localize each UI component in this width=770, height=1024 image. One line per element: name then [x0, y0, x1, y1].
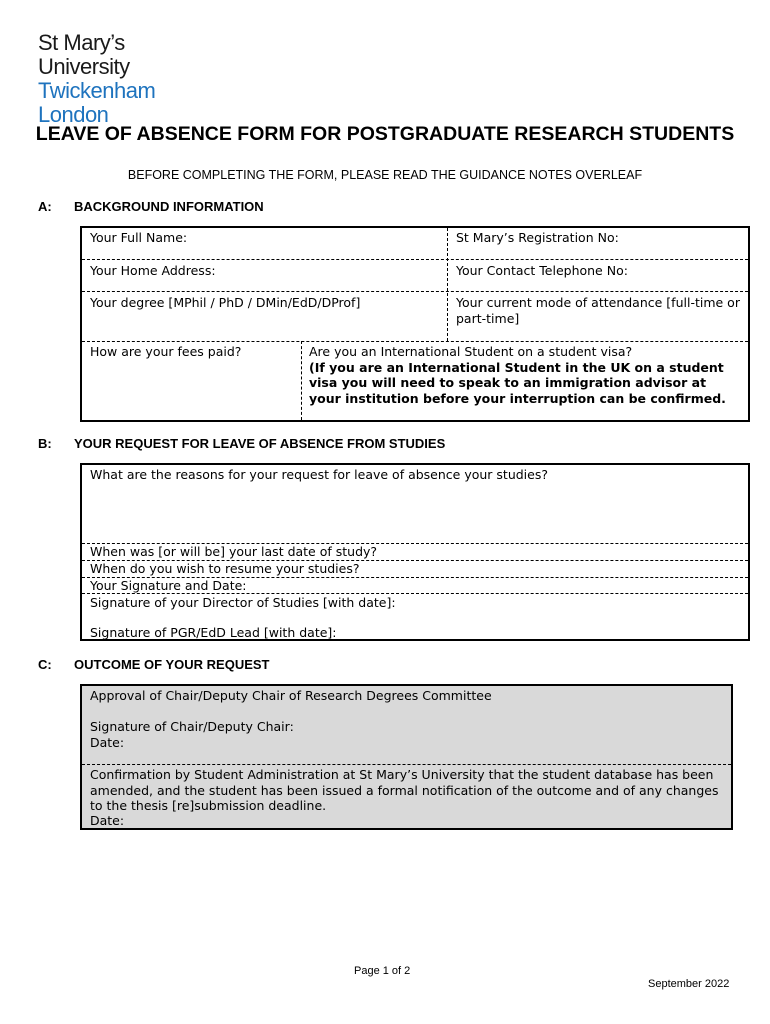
date-field-2[interactable]: Date:	[90, 813, 125, 828]
logo-line-2: University	[38, 54, 130, 79]
fees-paid-field[interactable]: How are your fees paid?	[90, 344, 242, 359]
international-student-field[interactable]	[303, 344, 748, 406]
international-question: Are you an International Student on a student visa?	[309, 344, 633, 359]
resume-date-field[interactable]: When do you wish to resume your studies?	[90, 561, 360, 576]
signature-date-field[interactable]: Your Signature and Date:	[90, 578, 247, 593]
contact-phone-field[interactable]: Your Contact Telephone No:	[456, 263, 628, 278]
section-b-title: YOUR REQUEST FOR LEAVE OF ABSENCE FROM STUDIES	[74, 436, 446, 451]
outcome-table	[80, 684, 733, 830]
director-signature-field[interactable]: Signature of your Director of Studies [with date]:	[90, 595, 396, 610]
home-address-field[interactable]: Your Home Address:	[90, 263, 216, 278]
section-c-letter: C:	[38, 657, 52, 672]
full-name-field[interactable]: Your Full Name:	[90, 230, 188, 245]
form-title: LEAVE OF ABSENCE FORM FOR POSTGRADUATE RESEARCH STUDENTS	[35, 123, 735, 145]
last-study-date-field[interactable]: When was [or will be] your last date of study?	[90, 544, 378, 559]
registration-no-field[interactable]: St Mary’s Registration No:	[456, 230, 619, 245]
reasons-field[interactable]: What are the reasons for your request for leave of absence your studies?	[90, 467, 548, 482]
section-b-letter: B:	[38, 436, 52, 451]
degree-field[interactable]: Your degree [MPhil / PhD / DMin/EdD/DProf]	[90, 295, 361, 310]
guidance-note: BEFORE COMPLETING THE FORM, PLEASE READ THE GUIDANCE NOTES OVERLEAF	[127, 168, 643, 182]
page-number: Page 1 of 2	[354, 965, 411, 977]
background-info-table	[80, 226, 750, 422]
date-field-1[interactable]: Date:	[90, 735, 125, 750]
university-logo	[38, 31, 155, 127]
attendance-mode-field[interactable]: Your current mode of attendance [full-time or part-time]	[456, 295, 740, 326]
chair-signature-field[interactable]: Signature of Chair/Deputy Chair:	[90, 719, 294, 734]
section-a-title: BACKGROUND INFORMATION	[74, 199, 264, 214]
footer-date: September 2022	[648, 978, 730, 990]
request-table	[80, 463, 750, 641]
section-c-title: OUTCOME OF YOUR REQUEST	[74, 657, 270, 672]
international-warning: (If you are an International Student in the UK on a student visa you will need to speak to an immigration advisor at your institution before your interruption can be confirmed.	[309, 359, 726, 406]
pgr-signature-field[interactable]: Signature of PGR/EdD Lead [with date]:	[90, 625, 337, 640]
logo-line-3: Twickenham	[38, 78, 156, 103]
section-a-letter: A:	[38, 199, 52, 214]
confirmation-field[interactable]: Confirmation by Student Administration at St Mary’s University that the student database has been amended, and the student has been issued a formal notification of the outcome and of any changes to the thesis [re]submission deadline.	[90, 767, 719, 813]
logo-line-4: London	[38, 102, 109, 127]
approval-field[interactable]: Approval of Chair/Deputy Chair of Research Degrees Committee	[90, 688, 492, 703]
logo-line-1: St Mary’s	[38, 30, 125, 55]
